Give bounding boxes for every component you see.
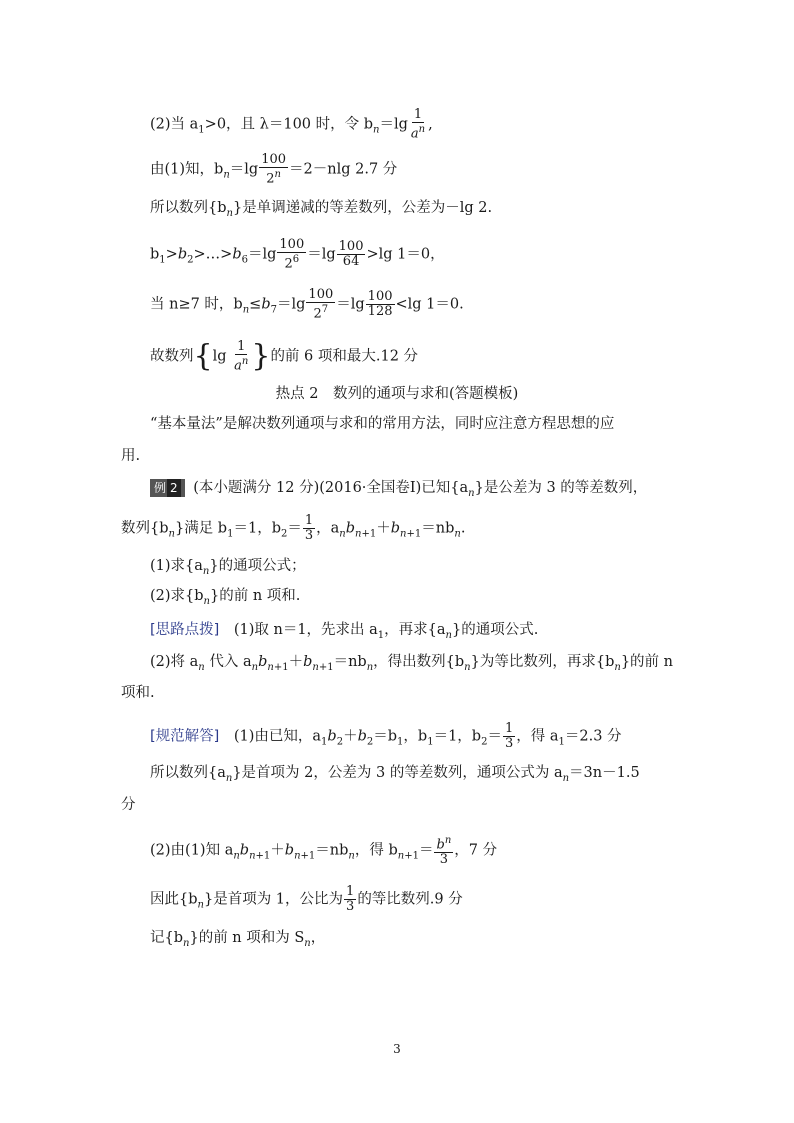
example-badge: 例 2 bbox=[150, 479, 185, 497]
page-number: 3 bbox=[393, 1042, 401, 1056]
solution-line-5: 因此$\{b_n\}$是首项为 1，公比为 $\frac{1}{3}$ 的等比数列.9 分 bbox=[150, 884, 463, 914]
solution-line-2: 所以数列$\{a_n\}$是首项为 2，公差为 3 的等差数列，通项公式为 $a_n=3n-1.5$ bbox=[150, 765, 640, 784]
hint-line-1: [思路点拨] (1)取 n＝1，先求出 $a_1$，再求$\{a_n\}$的通项公式. bbox=[150, 622, 539, 641]
question-2: (2)求$\{b_n\}$的前 n 项和. bbox=[150, 588, 301, 607]
line-5: 当 n≥7 时，$b_n\le b_7=\lg$ $\frac{100}{2^7}$ ＝lg $\frac{100}{128}$ <lg 1＝0. bbox=[150, 287, 464, 322]
line-6: 故数列{lg $\frac{1}{a^n}$ }的前 6 项和最大.12 分 bbox=[150, 338, 419, 374]
hint-tag: [思路点拨] bbox=[150, 622, 220, 638]
example-line-1: 例 2 (本小题满分 12 分)(2016·全国卷Ⅰ)已知$\{a_n\}$是公差为 3 的等差数列， bbox=[150, 478, 647, 504]
intro-paragraph-line1: “基本量法”是解决数列通项与求和的常用方法，同时应注意方程思想的应 bbox=[150, 416, 615, 432]
line-4: $b_1>b_2>\dots>b_6=\lg$ $\frac{100}{2^6}$ ＝lg $\frac{100}{64}$ >lg 1＝0， bbox=[150, 237, 445, 272]
line-3: 所以数列$\{b_n\}$是单调递减的等差数列，公差为－lg 2. bbox=[150, 200, 493, 219]
hint-line-3: 项和. bbox=[121, 685, 155, 701]
solution-line-3: 分 bbox=[121, 797, 136, 813]
hint-line-2: (2)将 $a_n$ 代入 $a_nb_{n+1}+b_{n+1}=nb_n$，得出数列$\{b_n\}$为等比数列，再求$\{b_n\}$的前 n bbox=[150, 654, 673, 673]
example-line-2: 数列$\{b_n\}$满足 $b_1=1$，$b_2=$ $\frac{1}{3}$ ，$a_nb_{n+1}+b_{n+1}=nb_n$. bbox=[121, 513, 466, 543]
intro-paragraph-line2: 用. bbox=[121, 448, 141, 464]
solution-line-1: [规范解答] (1)由已知，$a_1b_2+b_2=b_1$，$b_1=1$，$b_2=$ $\frac{1}{3}$ ，得 $a_1=2.3$ 分 bbox=[150, 721, 622, 751]
solution-tag: [规范解答] bbox=[150, 728, 220, 745]
solution-line-4: (2)由(1)知 $a_nb_{n+1}+b_{n+1}=nb_n$，得 $b_{n+1}=$ $\frac{b^n}{3}$ ，7 分 bbox=[150, 835, 498, 868]
line-1: (2)当 $a_1>0$，且 λ＝100 时，令 $b_n=\lg$ $\frac{1}{a^n}$ , bbox=[150, 107, 433, 142]
section-heading: 热点 2 数列的通项与求和(答题模板) bbox=[275, 386, 519, 402]
line-2: 由(1)知，$b_n=\lg$ $\frac{100}{2^n}$ ＝2－nlg 2.7 分 bbox=[150, 152, 398, 187]
question-1: (1)求$\{a_n\}$的通项公式； bbox=[150, 558, 306, 577]
solution-line-6: 记$\{b_n\}$的前 n 项和为 $S_n$， bbox=[150, 930, 326, 949]
